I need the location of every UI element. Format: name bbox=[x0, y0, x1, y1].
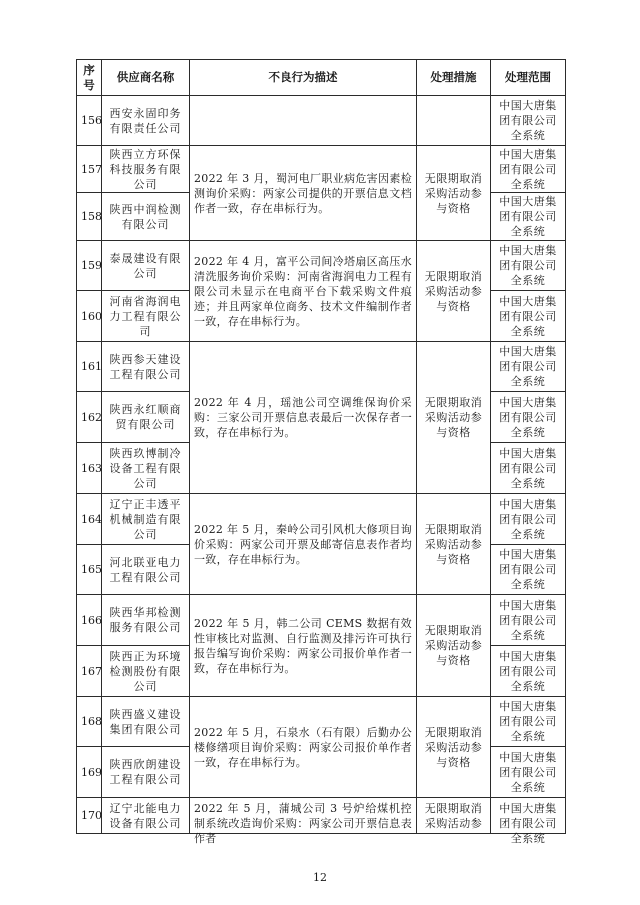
behavior-description: 2022 年 4 月，富平公司间冷塔扇区高压水清洗服务询价采购：河南省海润电力工程有限公司未显示在电商平台下载采购文件痕迹；并且两家单位商务、技术文件编制作者一致，存在串标行为。 bbox=[190, 241, 417, 342]
measure: 无限期取消采购活动参与资格 bbox=[417, 697, 491, 798]
supplier-violation-table bbox=[76, 59, 566, 845]
scope: 中国大唐集团有限公司全系统 bbox=[491, 443, 566, 494]
behavior-description-text: 2022 年 5 月，蒲城公司 3 号炉给煤机控制系统改造询价采购：两家公司开票信息表作者 bbox=[194, 801, 412, 845]
serial-number: 156 bbox=[77, 96, 102, 146]
scope: 中国大唐集团有限公司全系统 bbox=[491, 545, 566, 595]
supplier-name: 陕西玖博制冷设备工程有限公司 bbox=[102, 443, 190, 494]
scope: 中国大唐集团有限公司全系统 bbox=[491, 241, 566, 291]
table-row bbox=[77, 96, 566, 146]
scope: 中国大唐集团有限公司全系统 bbox=[491, 193, 566, 241]
serial-number: 160 bbox=[77, 291, 102, 342]
supplier-name: 陕西盛义建设集团有限公司 bbox=[102, 697, 190, 747]
supplier-name: 陕西参天建设工程有限公司 bbox=[102, 342, 190, 392]
supplier-name: 西安永固印务有限责任公司 bbox=[102, 96, 190, 146]
scope: 中国大唐集团有限公司全系统 bbox=[491, 494, 566, 545]
serial-number: 167 bbox=[77, 646, 102, 697]
measure-text: 无限期取消采购活动参 bbox=[424, 801, 483, 830]
supplier-name: 陕西华邦检测服务有限公司 bbox=[102, 595, 190, 646]
serial-number: 157 bbox=[77, 146, 102, 193]
supplier-name: 陕西欣朗建设工程有限公司 bbox=[102, 747, 190, 798]
measure: 无限期取消采购活动参与资格 bbox=[417, 146, 491, 241]
scope bbox=[491, 798, 566, 845]
scope: 中国大唐集团有限公司全系统 bbox=[491, 595, 566, 646]
serial-number: 161 bbox=[77, 342, 102, 392]
scope: 中国大唐集团有限公司全系统 bbox=[491, 697, 566, 747]
measure: 无限期取消采购活动参与资格 bbox=[417, 494, 491, 595]
supplier-name: 泰晟建设有限公司 bbox=[102, 241, 190, 291]
supplier-name: 辽宁正丰透平机械制造有限公司 bbox=[102, 494, 190, 545]
supplier-name: 陕西中润检测有限公司 bbox=[102, 193, 190, 241]
supplier-name: 河南省海润电力工程有限公司 bbox=[102, 291, 190, 342]
header-behavior-description: 不良行为描述 bbox=[190, 60, 417, 96]
page-number: 12 bbox=[313, 871, 327, 884]
serial-number: 163 bbox=[77, 443, 102, 494]
supplier-name: 陕西正为环境检测股份有限公司 bbox=[102, 646, 190, 697]
table-row bbox=[77, 241, 566, 291]
behavior-description bbox=[190, 798, 417, 845]
behavior-description: 2022 年 3 月，蜀河电厂职业病危害因素检测询价采购：两家公司提供的开票信息文档作者一致，存在串标行为。 bbox=[190, 146, 417, 241]
header-supplier-name: 供应商名称 bbox=[102, 60, 190, 96]
serial-number: 158 bbox=[77, 193, 102, 241]
table-row bbox=[77, 595, 566, 646]
supplier-name: 陕西立方环保科技服务有限公司 bbox=[102, 146, 190, 193]
measure: 无限期取消采购活动参与资格 bbox=[417, 595, 491, 697]
serial-number: 170 bbox=[77, 798, 102, 834]
behavior-description-empty bbox=[190, 96, 417, 146]
table-row bbox=[77, 494, 566, 545]
header-measure: 处理措施 bbox=[417, 60, 491, 96]
table-row bbox=[77, 146, 566, 193]
table-row bbox=[77, 697, 566, 747]
table-row bbox=[77, 342, 566, 392]
behavior-description: 2022 年 5 月，韩二公司 CEMS 数据有效性审核比对监测、自行监测及排污许可执行报告编写询价采购：两家公司报价单作者一致，存在串标行为。 bbox=[190, 595, 417, 697]
serial-number: 169 bbox=[77, 747, 102, 798]
supplier-name: 河北联亚电力工程有限公司 bbox=[102, 545, 190, 595]
serial-number: 164 bbox=[77, 494, 102, 545]
serial-number: 168 bbox=[77, 697, 102, 747]
scope: 中国大唐集团有限公司全系统 bbox=[491, 96, 566, 146]
serial-number: 159 bbox=[77, 241, 102, 291]
behavior-description: 2022 年 5 月，秦岭公司引风机大修项目询价采购：两家公司开票及邮寄信息表作者均一致，存在串标行为。 bbox=[190, 494, 417, 595]
scope: 中国大唐集团有限公司全系统 bbox=[491, 646, 566, 697]
measure-empty bbox=[417, 96, 491, 146]
scope: 中国大唐集团有限公司全系统 bbox=[491, 392, 566, 443]
measure: 无限期取消采购活动参与资格 bbox=[417, 342, 491, 494]
supplier-name: 陕西永红顺商贸有限公司 bbox=[102, 392, 190, 443]
behavior-description: 2022 年 5 月，石泉水（石有限）后勤办公楼修缮项目询价采购：两家公司报价单作者一致，存在串标行为。 bbox=[190, 697, 417, 798]
table-row bbox=[77, 798, 566, 834]
measure: 无限期取消采购活动参与资格 bbox=[417, 241, 491, 342]
scope: 中国大唐集团有限公司全系统 bbox=[491, 291, 566, 342]
serial-number: 166 bbox=[77, 595, 102, 646]
supplier-name: 辽宁北能电力设备有限公司 bbox=[102, 798, 190, 834]
header-serial-number: 序号 bbox=[77, 60, 102, 96]
scope: 中国大唐集团有限公司全系统 bbox=[491, 146, 566, 193]
scope: 中国大唐集团有限公司全系统 bbox=[491, 747, 566, 798]
scope: 中国大唐集团有限公司全系统 bbox=[491, 342, 566, 392]
header-scope: 处理范围 bbox=[491, 60, 566, 96]
behavior-description: 2022 年 4 月，瑶池公司空调维保询价采购：三家公司开票信息表最后一次保存者一致，存在串标行为。 bbox=[190, 342, 417, 494]
serial-number: 165 bbox=[77, 545, 102, 595]
serial-number: 162 bbox=[77, 392, 102, 443]
table-header-row bbox=[77, 60, 566, 96]
measure bbox=[417, 798, 491, 834]
scope-text: 中国大唐集团有限公司全系统 bbox=[499, 801, 557, 845]
